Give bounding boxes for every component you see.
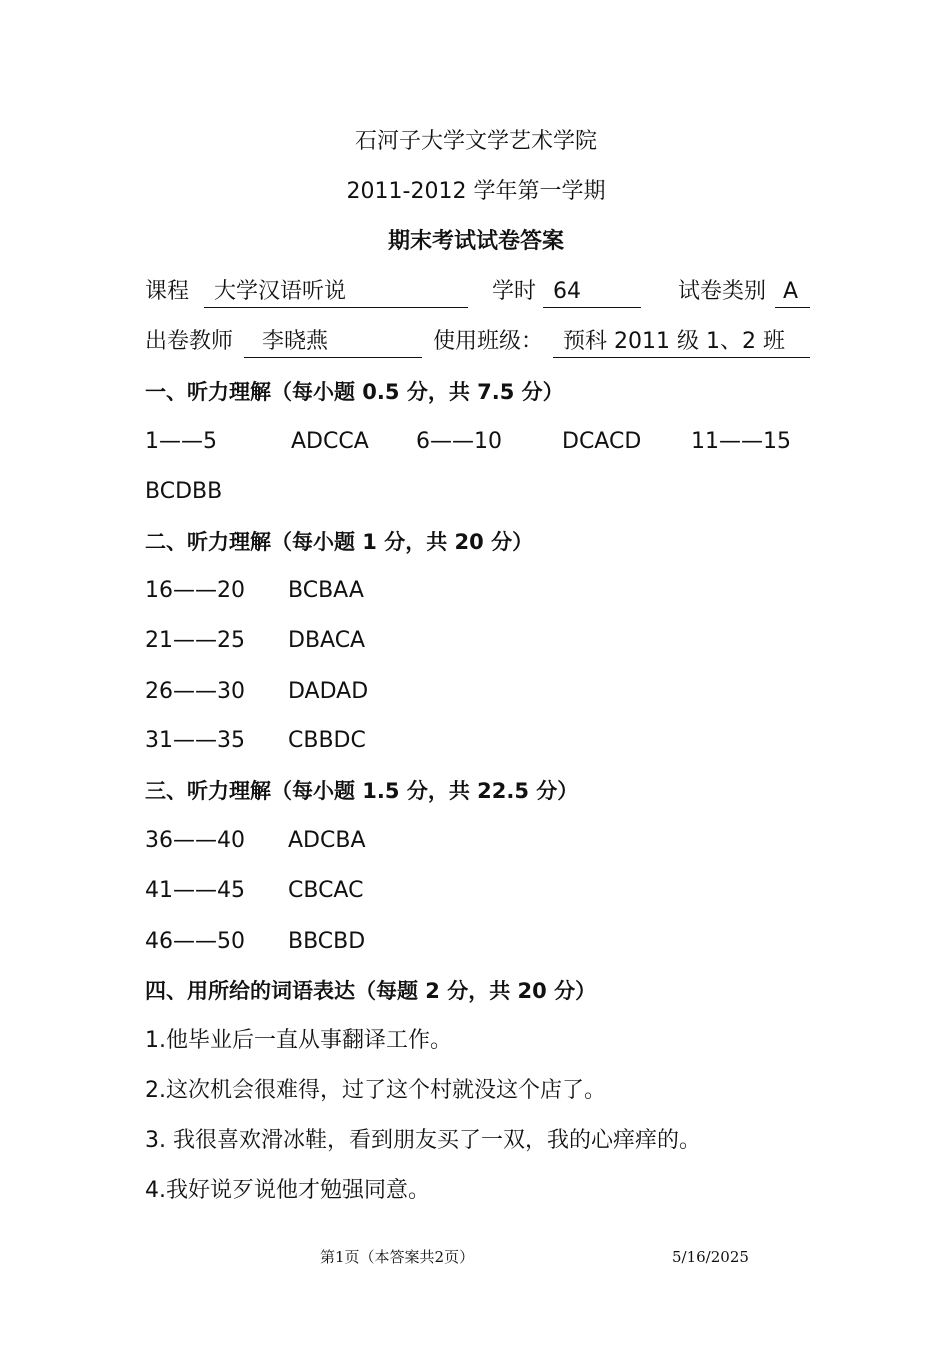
hours-label: 学时 [492, 279, 537, 304]
answer-range: 6——10 [416, 429, 502, 454]
section-2-heading: 二、听力理解（每小题 1 分，共 20 分） [145, 530, 534, 554]
document-title: 期末考试试卷答案 [387, 229, 564, 254]
answer-range: 46——50 [145, 929, 245, 954]
exam-type-label: 试卷类别 [678, 279, 767, 304]
course-label: 课程 [145, 279, 190, 304]
answer-sentence: 3. 我很喜欢滑冰鞋，看到朋友买了一双，我的心痒痒的。 [145, 1128, 701, 1153]
answer-letters: CBBDC [288, 728, 366, 753]
section-1-heading: 一、听力理解（每小题 0.5 分，共 7.5 分） [145, 380, 564, 404]
answer-range: 41——45 [145, 878, 245, 903]
answer-letters: BCBAA [288, 578, 364, 603]
answer-letters: ADCBA [288, 828, 366, 853]
term: 2011-2012 学年第一学期 [346, 179, 606, 204]
exam-type-value: A [775, 277, 810, 308]
answer-letters: DCACD [562, 429, 642, 454]
answer-range: 16——20 [145, 578, 245, 603]
answer-range: 31——35 [145, 728, 245, 753]
answer-letters: DADAD [288, 679, 369, 704]
answer-range: 21——25 [145, 628, 245, 653]
answer-letters: BCDBB [145, 479, 223, 504]
answer-sentence: 2.这次机会很难得，过了这个村就没这个店了。 [145, 1078, 606, 1103]
teacher-value: 李晓燕 [244, 327, 422, 358]
answer-range: 36——40 [145, 828, 245, 853]
page-number: 第1页（本答案共2页） [320, 1248, 475, 1266]
teacher-label: 出卷教师 [145, 329, 234, 354]
section-4-heading: 四、用所给的词语表达（每题 2 分，共 20 分） [145, 979, 597, 1003]
answer-letters: ADCCA [291, 429, 369, 454]
answer-sentence: 4.我好说歹说他才勉强同意。 [145, 1178, 430, 1203]
hours-value: 64 [543, 277, 641, 308]
footer-date: 5/16/2025 [672, 1248, 749, 1266]
class-label: 使用班级： [433, 329, 544, 354]
answer-range: 26——30 [145, 679, 245, 704]
answer-range: 1——5 [145, 429, 217, 454]
answer-letters: CBCAC [288, 878, 364, 903]
school-name: 石河子大学文学艺术学院 [354, 129, 597, 154]
answer-letters: DBACA [288, 628, 366, 653]
answer-range: 11——15 [691, 429, 791, 454]
answer-letters: BBCBD [288, 929, 366, 954]
class-value: 预科 2011 级 1、2 班 [553, 327, 810, 358]
answer-sentence: 1.他毕业后一直从事翻译工作。 [145, 1028, 452, 1053]
course-value: 大学汉语听说 [204, 277, 468, 308]
section-3-heading: 三、听力理解（每小题 1.5 分，共 22.5 分） [145, 779, 579, 803]
